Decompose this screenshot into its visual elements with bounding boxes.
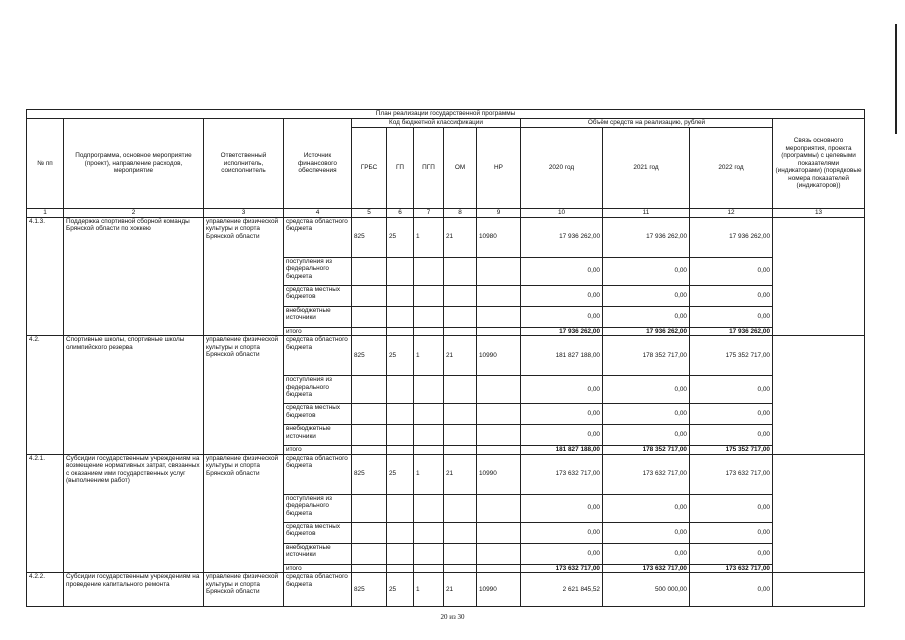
- amount-2020: 0,00: [521, 285, 603, 306]
- amount-2021: 0,00: [603, 425, 690, 446]
- funding-group-header: Объём средств на реализацию, рублей: [521, 119, 773, 128]
- amount-2022: 173 632 717,00: [690, 454, 773, 494]
- pgp-cell: 1: [414, 336, 444, 376]
- link-cell: [773, 217, 865, 336]
- col-grbs-header: ГРБС: [352, 128, 387, 209]
- amount-2020: 0,00: [521, 306, 603, 327]
- pgp-cell: 1: [414, 573, 444, 607]
- om-cell: 21: [444, 573, 477, 607]
- amount-2021: 178 352 717,00: [603, 336, 690, 376]
- amount-2021: 0,00: [603, 543, 690, 564]
- program-plan-table: [26, 109, 865, 607]
- amount-2022: 175 352 717,00: [690, 336, 773, 376]
- table-row: [27, 573, 865, 607]
- amount-2020: 17 936 262,00: [521, 217, 603, 257]
- program-plan-document: [26, 109, 864, 607]
- amount-2020: 0,00: [521, 425, 603, 446]
- amount-2021: 0,00: [603, 285, 690, 306]
- amount-2021: 500 000,00: [603, 573, 690, 607]
- amount-2020: 173 632 717,00: [521, 454, 603, 494]
- source-cell: итого: [284, 327, 352, 336]
- gp-cell: 25: [387, 573, 414, 607]
- link-cell: [773, 573, 865, 607]
- column-number: 6: [387, 209, 414, 218]
- col-source-header: Источник финансового обеспечения: [284, 119, 352, 209]
- col-num-header: № пп: [27, 119, 64, 209]
- source-cell: средства местных бюджетов: [284, 285, 352, 306]
- amount-2021: 0,00: [603, 376, 690, 404]
- amount-2020: 0,00: [521, 404, 603, 425]
- scan-edge-line: [895, 24, 897, 134]
- np-cell: 10980: [477, 217, 521, 257]
- plan-title: План реализации государственной программы: [27, 110, 865, 119]
- col-2021-header: 2021 год: [603, 128, 690, 209]
- group-4-2-1: [27, 454, 865, 573]
- table-row: [27, 217, 865, 257]
- source-cell: средства местных бюджетов: [284, 522, 352, 543]
- column-number-row: [27, 209, 865, 218]
- gp-cell: 25: [387, 217, 414, 257]
- page-number: 20 из 30: [440, 613, 465, 621]
- col-link-header: Связь основного мероприятия, проекта (программы) с целевыми показателями (индикаторами) (порядковые номера показателей (индикаторов)): [773, 119, 865, 209]
- gp-cell: 25: [387, 454, 414, 494]
- amount-2021: 0,00: [603, 522, 690, 543]
- source-cell: средства местных бюджетов: [284, 404, 352, 425]
- column-number: 4: [284, 209, 352, 218]
- total-2022: 17 936 262,00: [690, 327, 773, 336]
- pgp-cell: 1: [414, 217, 444, 257]
- column-number: 10: [521, 209, 603, 218]
- grbs-cell: 825: [352, 336, 387, 376]
- source-cell: средства областного бюджета: [284, 336, 352, 376]
- om-cell: 21: [444, 336, 477, 376]
- amount-2020: 0,00: [521, 522, 603, 543]
- table-row: [27, 336, 865, 376]
- grbs-cell: 825: [352, 573, 387, 607]
- total-2022: 175 352 717,00: [690, 446, 773, 455]
- np-cell: 10990: [477, 454, 521, 494]
- column-number: 3: [204, 209, 284, 218]
- col-om-header: ОМ: [444, 128, 477, 209]
- column-number: 7: [414, 209, 444, 218]
- np-cell: 10990: [477, 573, 521, 607]
- column-number: 11: [603, 209, 690, 218]
- source-cell: средства областного бюджета: [284, 217, 352, 257]
- amount-2020: 2 621 845,52: [521, 573, 603, 607]
- item-responsible: управление физической культуры и спорта Брянской области: [204, 573, 284, 607]
- column-number: 5: [352, 209, 387, 218]
- source-cell: средства областного бюджета: [284, 454, 352, 494]
- item-number: 4.2.2.: [27, 573, 64, 607]
- np-cell: 10990: [477, 336, 521, 376]
- source-cell: средства областного бюджета: [284, 573, 352, 607]
- item-name: Субсидии государственным учреждениям на возмещение нормативных затрат, связанных с оказанием ими государственных услуг (выполнением работ): [64, 454, 204, 573]
- total-2021: 17 936 262,00: [603, 327, 690, 336]
- group-4-1-3: [27, 217, 865, 336]
- group-4-2: [27, 336, 865, 455]
- item-number: 4.1.3.: [27, 217, 64, 336]
- col-2020-header: 2020 год: [521, 128, 603, 209]
- amount-2020: 0,00: [521, 376, 603, 404]
- amount-2022: 0,00: [690, 425, 773, 446]
- group-4-2-2: [27, 573, 865, 607]
- source-cell: внебюджетные источники: [284, 425, 352, 446]
- amount-2022: 0,00: [690, 522, 773, 543]
- source-cell: итого: [284, 446, 352, 455]
- amount-2022: 0,00: [690, 494, 773, 522]
- amount-2022: 0,00: [690, 257, 773, 285]
- column-number: 2: [64, 209, 204, 218]
- amount-2021: 0,00: [603, 494, 690, 522]
- column-number: 1: [27, 209, 64, 218]
- amount-2021: 17 936 262,00: [603, 217, 690, 257]
- amount-2022: 0,00: [690, 573, 773, 607]
- grbs-cell: 825: [352, 454, 387, 494]
- amount-2021: 0,00: [603, 306, 690, 327]
- amount-2022: 0,00: [690, 285, 773, 306]
- item-responsible: управление физической культуры и спорта Брянской области: [204, 217, 284, 336]
- source-cell: поступления из федерального бюджета: [284, 494, 352, 522]
- amount-2021: 0,00: [603, 257, 690, 285]
- source-cell: поступления из федерального бюджета: [284, 257, 352, 285]
- column-number: 9: [477, 209, 521, 218]
- gp-cell: 25: [387, 336, 414, 376]
- item-number: 4.2.: [27, 336, 64, 455]
- link-cell: [773, 454, 865, 573]
- source-cell: внебюджетные источники: [284, 543, 352, 564]
- amount-2022: 0,00: [690, 306, 773, 327]
- item-responsible: управление физической культуры и спорта Брянской области: [204, 454, 284, 573]
- item-number: 4.2.1.: [27, 454, 64, 573]
- source-cell: итого: [284, 564, 352, 573]
- amount-2020: 0,00: [521, 257, 603, 285]
- col-2022-header: 2022 год: [690, 128, 773, 209]
- amount-2020: 0,00: [521, 494, 603, 522]
- col-np-header: НР: [477, 128, 521, 209]
- amount-2022: 0,00: [690, 376, 773, 404]
- source-cell: поступления из федерального бюджета: [284, 376, 352, 404]
- total-2021: 173 632 717,00: [603, 564, 690, 573]
- link-cell: [773, 336, 865, 455]
- amount-2020: 181 827 188,00: [521, 336, 603, 376]
- budget-code-group-header: Код бюджетной классификации: [352, 119, 521, 128]
- table-row: [27, 454, 865, 494]
- column-number: 13: [773, 209, 865, 218]
- om-cell: 21: [444, 454, 477, 494]
- amount-2022: 17 936 262,00: [690, 217, 773, 257]
- amount-2020: 0,00: [521, 543, 603, 564]
- col-program-header: Подпрограмма, основное мероприятие (проект), направление расходов, мероприятие: [64, 119, 204, 209]
- pgp-cell: 1: [414, 454, 444, 494]
- item-name: Субсидии государственным учреждениям на проведение капитального ремонта: [64, 573, 204, 607]
- om-cell: 21: [444, 217, 477, 257]
- total-2020: 17 936 262,00: [521, 327, 603, 336]
- col-responsible-header: Ответственный исполнитель, соисполнитель: [204, 119, 284, 209]
- col-pgp-header: ПГП: [414, 128, 444, 209]
- col-gp-header: ГП: [387, 128, 414, 209]
- total-2021: 178 352 717,00: [603, 446, 690, 455]
- column-number: 8: [444, 209, 477, 218]
- item-name: Спортивные школы, спортивные школы олимпийского резерва: [64, 336, 204, 455]
- source-cell: внебюджетные источники: [284, 306, 352, 327]
- item-name: Поддержка спортивной сборной команды Брянской области по хоккею: [64, 217, 204, 336]
- total-2020: 173 632 717,00: [521, 564, 603, 573]
- total-2020: 181 827 188,00: [521, 446, 603, 455]
- amount-2022: 0,00: [690, 404, 773, 425]
- item-responsible: управление физической культуры и спорта Брянской области: [204, 336, 284, 455]
- column-number: 12: [690, 209, 773, 218]
- amount-2021: 173 632 717,00: [603, 454, 690, 494]
- total-2022: 173 632 717,00: [690, 564, 773, 573]
- grbs-cell: 825: [352, 217, 387, 257]
- amount-2021: 0,00: [603, 404, 690, 425]
- amount-2022: 0,00: [690, 543, 773, 564]
